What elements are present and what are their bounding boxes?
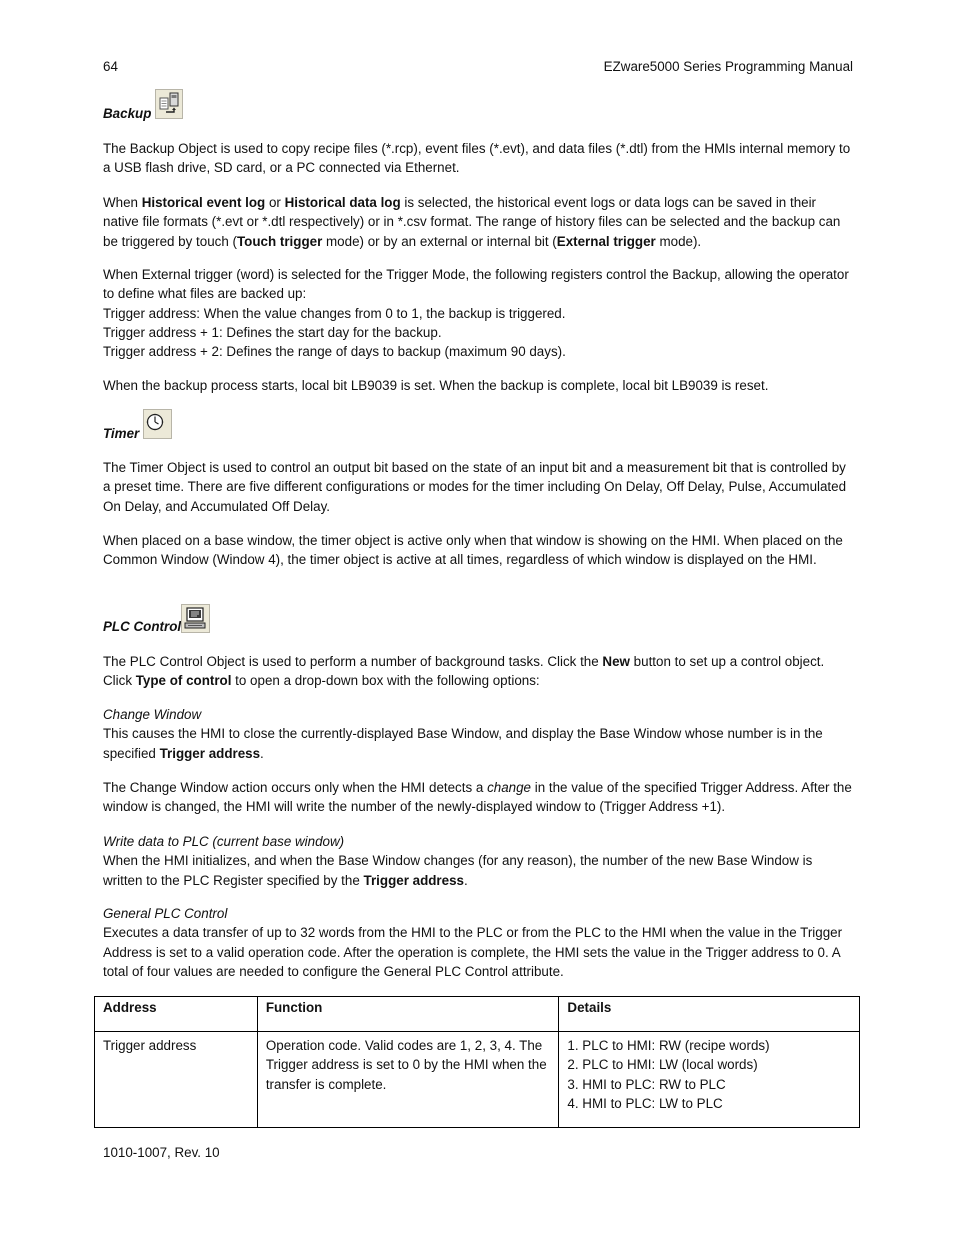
backup-paragraph-1: The Backup Object is used to copy recipe files (*.rcp), event files (*.evt), and data files (*.dtl) from the HMIs internal memory to a USB flash drive, SD card, or a PC connected via Ethernet. xyxy=(103,141,851,176)
write-data-title: Write data to PLC (current base window) xyxy=(103,834,345,849)
timer-paragraph-2: When placed on a base window, the timer object is active only when that window is showing on the HMI. When placed on the Common Window (Window 4), the timer object is active at all times, regardless of which window is displayed on the HMI. xyxy=(103,533,843,568)
column-header-address: Address xyxy=(95,997,258,1032)
timer-heading: Timer xyxy=(103,426,140,441)
timer-paragraph-1: The Timer Object is used to control an output bit based on the state of an input bit and a measurement bit that is controlled by a preset time. There are five different configurations or modes for the timer including On Delay, Off Delay, Pulse, Accumulated On Delay, and Accumulated Off Delay. xyxy=(103,460,847,514)
cell-function: Operation code. Valid codes are 1, 2, 3, 4. The Trigger address is set to 0 by the HMI when the transfer is complete. xyxy=(257,1032,559,1128)
table-row xyxy=(95,1032,860,1128)
plc-control-icon xyxy=(181,604,210,638)
timer-icon xyxy=(143,409,172,444)
column-header-function: Function xyxy=(257,997,559,1032)
backup-paragraph-2: When Historical event log or Historical data log is selected, the historical event logs or data logs can be saved in their native file formats (*.evt or *.dtl respectively) or in *.csv format. The range of history files can be selected and the backup can be triggered by touch (Touch trigger mode) or by an external or internal bit (External trigger mode). xyxy=(103,195,841,249)
table-header-row xyxy=(95,997,860,1032)
backup-trigger-address-plus2-line: Trigger address + 2: Defines the range of days to backup (maximum 90 days). xyxy=(103,344,566,360)
details-line: 3. HMI to PLC: RW to PLC xyxy=(567,1076,726,1092)
details-line: 4. HMI to PLC: LW to PLC xyxy=(567,1095,723,1111)
column-header-details: Details xyxy=(559,997,860,1032)
change-window-section xyxy=(103,705,855,763)
write-data-text: When the HMI initializes, and when the Base Window changes (for any reason), the number of the new Base Window is written to the PLC Register specified by the Trigger address. xyxy=(103,853,813,888)
backup-paragraph-4: When the backup process starts, local bit LB9039 is set. When the backup is complete, local bit LB9039 is reset. xyxy=(103,378,769,393)
plc-control-heading: PLC Control xyxy=(103,619,182,634)
general-plc-control-text: Executes a data transfer of up to 32 words from the HMI to the PLC or from the PLC to the HMI when the value in the Trigger Address is set to a valid operation code. After the operation is complete, the HMI sets the value in the Trigger address to 0. A total of four values are needed to configure the General PLC Control attribute. xyxy=(103,925,843,979)
backup-heading: Backup xyxy=(103,106,152,121)
write-data-section xyxy=(103,832,855,890)
manual-title: EZware5000 Series Programming Manual xyxy=(603,59,853,74)
backup-trigger-address-plus1-line: Trigger address + 1: Defines the start day for the backup. xyxy=(103,324,442,340)
backup-paragraph-3 xyxy=(103,265,855,361)
change-window-text: This causes the HMI to close the currently-displayed Base Window, and display the Base Window whose number is in the specified Trigger address. xyxy=(103,726,823,761)
backup-trigger-mode-text: When External trigger (word) is selected for the Trigger Mode, the following registers control the Backup, allowing the operator to define what files are backed up: xyxy=(103,267,849,302)
general-plc-control-table xyxy=(94,996,860,1128)
general-plc-control-title: General PLC Control xyxy=(103,906,228,921)
document-number: 1010-1007, Rev. 10 xyxy=(103,1145,220,1160)
backup-trigger-address-line: Trigger address: When the value changes from 0 to 1, the backup is triggered. xyxy=(103,305,566,321)
change-window-paragraph-2: The Change Window action occurs only when the HMI detects a change in the value of the specified Trigger Address. After the window is changed, the HMI will write the number of the newly-displayed window to (Trigger Address +1). xyxy=(103,780,852,815)
backup-icon xyxy=(155,89,183,124)
details-line: 2. PLC to HMI: LW (local words) xyxy=(567,1057,758,1073)
general-plc-control-section xyxy=(103,904,855,981)
cell-details xyxy=(559,1032,860,1128)
plc-paragraph-1: The PLC Control Object is used to perform a number of background tasks. Click the New button to set up a control object. Click Type of control to open a drop-down box with the following options: xyxy=(103,654,825,689)
page-number: 64 xyxy=(103,59,118,74)
cell-address: Trigger address xyxy=(95,1032,258,1128)
details-line: 1. PLC to HMI: RW (recipe words) xyxy=(567,1038,770,1053)
change-window-title: Change Window xyxy=(103,707,202,722)
